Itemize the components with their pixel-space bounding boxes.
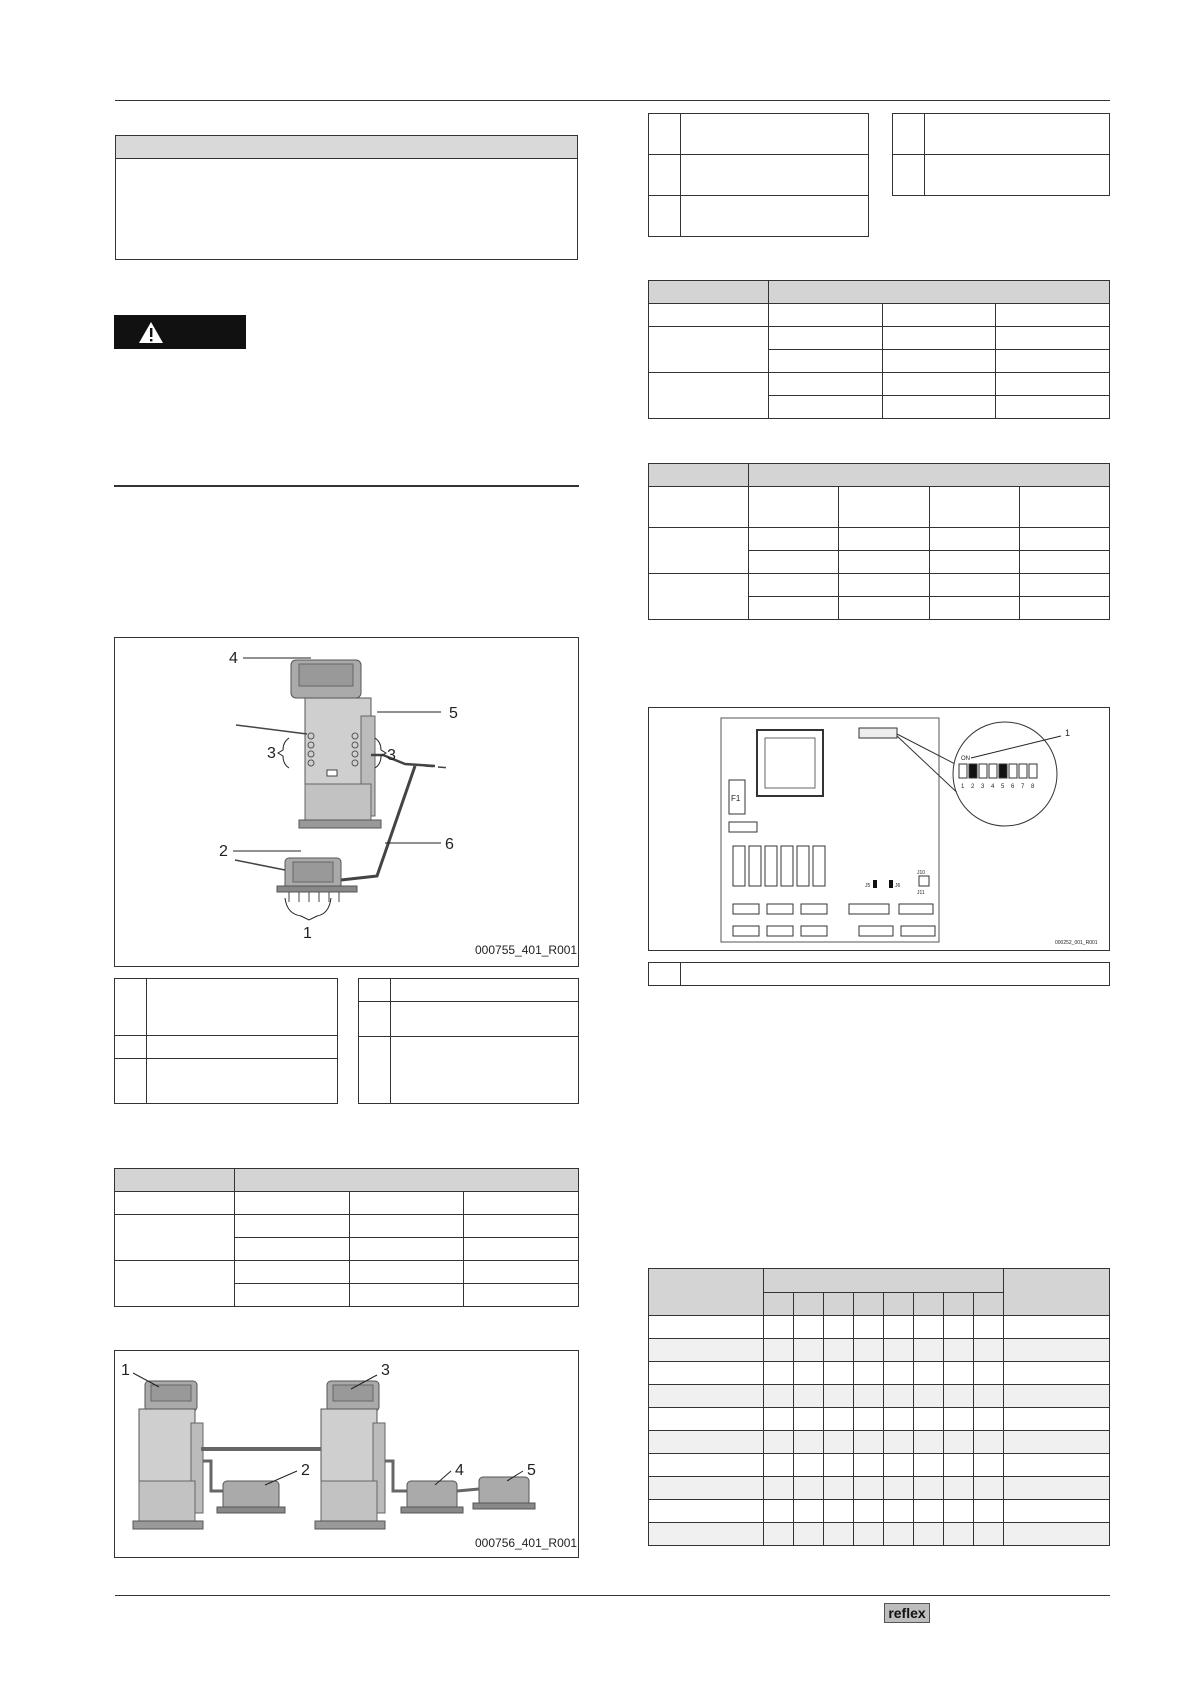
jumper-label-j11: J11 [917, 890, 925, 896]
figure-1-id: 000755_401_R001 [475, 943, 578, 957]
figure-2-callout-5: 5 [527, 1462, 536, 1479]
figure-1-callout-3b: 3 [387, 747, 396, 764]
figure-3-drawing [649, 708, 1109, 950]
dip-switch-table [648, 1268, 1110, 1546]
figure-1-callout-6: 6 [445, 836, 454, 853]
figure-2-id: 000756_401_R001 [475, 1536, 578, 1550]
dip-switch-number-5: 5 [1001, 784, 1005, 790]
figure-1-legend-left [114, 978, 338, 1104]
figure-1-callout-2: 2 [219, 843, 228, 860]
dip-switch-number-2: 2 [971, 784, 975, 790]
note-box-header [116, 136, 577, 159]
figure-1-callout-5: 5 [449, 705, 458, 722]
warning-banner [114, 315, 246, 349]
dip-switch-on-label: ON [961, 756, 970, 762]
warning-triangle-icon [114, 315, 246, 349]
jumper-label-j10: J10 [917, 870, 926, 876]
figure-3-id: 000252_001_R001 [1055, 940, 1098, 946]
right-data-table-2 [648, 463, 1110, 620]
dip-switch-number-8: 8 [1031, 784, 1035, 790]
top-legend-right [892, 113, 1110, 196]
figure-2 [114, 1350, 579, 1558]
header-rule [115, 100, 1110, 101]
dip-switch-number-4: 4 [991, 784, 995, 790]
left-data-table [114, 1168, 579, 1307]
dip-switch-number-7: 7 [1021, 784, 1025, 790]
figure-3-callout-1: 1 [1065, 728, 1071, 738]
section-rule [114, 485, 579, 487]
figure-2-callout-2: 2 [301, 1462, 310, 1479]
top-legend-left [648, 113, 869, 237]
jumper-label-j5: J5 [865, 883, 871, 889]
figure-1-callout-3a: 3 [267, 745, 276, 762]
jumper-label-j6: J6 [895, 883, 901, 889]
footer-rule [115, 1595, 1110, 1596]
figure-1-callout-1: 1 [303, 925, 312, 942]
figure-1 [114, 637, 579, 967]
dip-switch-number-3: 3 [981, 784, 985, 790]
figure-2-callout-1: 1 [121, 1362, 130, 1379]
right-data-table-1 [648, 280, 1110, 419]
figure-3 [648, 707, 1110, 951]
figure-1-callout-4: 4 [229, 650, 238, 667]
fuse-label: F1 [731, 794, 741, 803]
figure-1-drawing [115, 638, 578, 966]
dip-switch-number-1: 1 [961, 784, 965, 790]
figure-2-drawing [115, 1351, 578, 1557]
figure-1-legend-right [358, 978, 579, 1104]
brand-logo: reflex [884, 1603, 930, 1623]
figure-2-callout-4: 4 [455, 1462, 464, 1479]
figure-2-callout-3: 3 [381, 1362, 390, 1379]
figure-3-legend [648, 962, 1110, 986]
dip-switch-number-6: 6 [1011, 784, 1015, 790]
note-box [115, 135, 578, 260]
